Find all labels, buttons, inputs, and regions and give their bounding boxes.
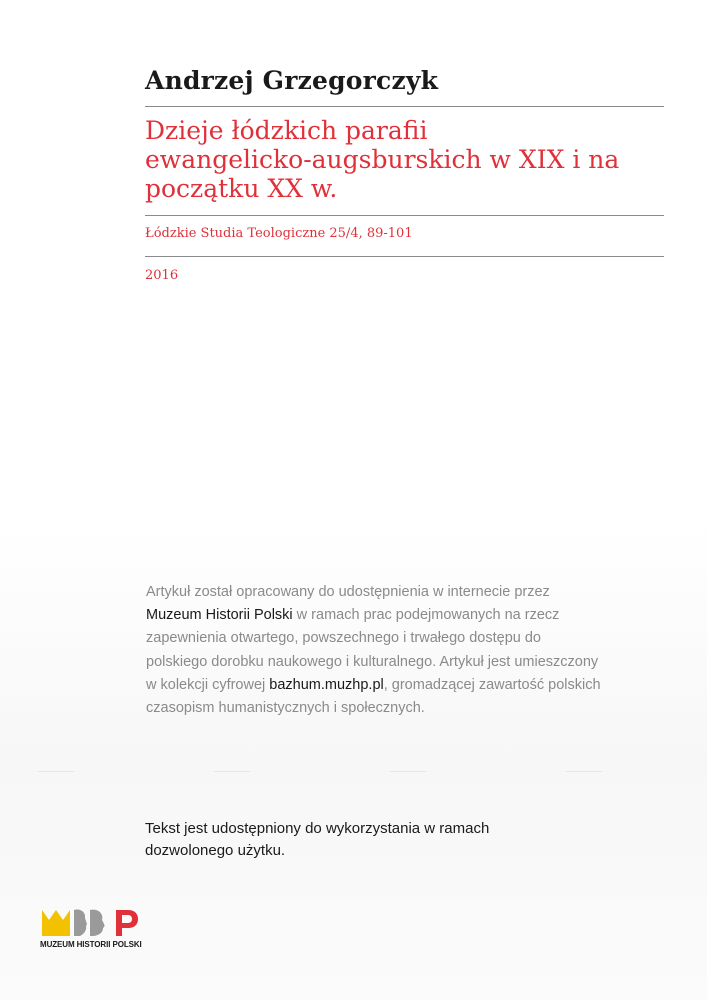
title-line: początku XX w. <box>145 174 338 203</box>
journal-source: Łódzkie Studia Teologiczne 25/4, 89-101 <box>145 226 413 241</box>
notice-text: , gromadzącej zawartość polskich <box>383 676 601 693</box>
usage-notice <box>145 818 565 862</box>
divider-top <box>145 106 664 107</box>
notice-line <box>146 604 666 627</box>
author-name: Andrzej Grzegorczyk <box>145 66 439 95</box>
faint-divider <box>566 771 602 772</box>
usage-line: dozwolonego użytku. <box>145 842 286 859</box>
divider-middle <box>145 215 664 216</box>
publication-year: 2016 <box>145 268 179 283</box>
logo-faces-mark <box>74 909 87 936</box>
faint-divider <box>38 771 74 772</box>
notice-line: zapewnienia otwartego, powszechnego i trwałego dostępu do <box>146 630 541 647</box>
divider-bottom <box>145 256 664 257</box>
usage-line: Tekst jest udostępniony do wykorzystania w ramach <box>145 820 490 837</box>
faint-divider <box>390 771 426 772</box>
logo-crown-mark <box>42 910 70 936</box>
repository-link[interactable]: bazhum.muzhp.pl <box>269 676 384 693</box>
notice-line: Artykuł został opracowany do udostępnienia w internecie przez <box>146 584 550 600</box>
logo-caption: MUZEUM HISTORII POLSKI <box>40 940 142 949</box>
faint-divider <box>214 771 250 772</box>
notice-text: w ramach prac podejmowanych na rzecz <box>292 607 560 624</box>
notice-line: czasopism humanistycznych i społecznych. <box>146 700 425 717</box>
logo-p-mark <box>116 910 138 936</box>
repository-notice <box>146 581 666 720</box>
title-line: Dzieje łódzkich parafii <box>145 116 428 145</box>
notice-line <box>146 674 666 697</box>
logo-faces-mark <box>90 910 105 936</box>
article-title <box>145 116 670 203</box>
notice-line: polskiego dorobku naukowego i kulturalnego. Artykuł jest umieszczony <box>146 653 599 670</box>
notice-text: w kolekcji cyfrowej <box>146 676 270 693</box>
title-line: ewangelicko-augsburskich w XIX i na <box>145 145 620 174</box>
museum-name: Muzeum Historii Polski <box>146 607 293 624</box>
